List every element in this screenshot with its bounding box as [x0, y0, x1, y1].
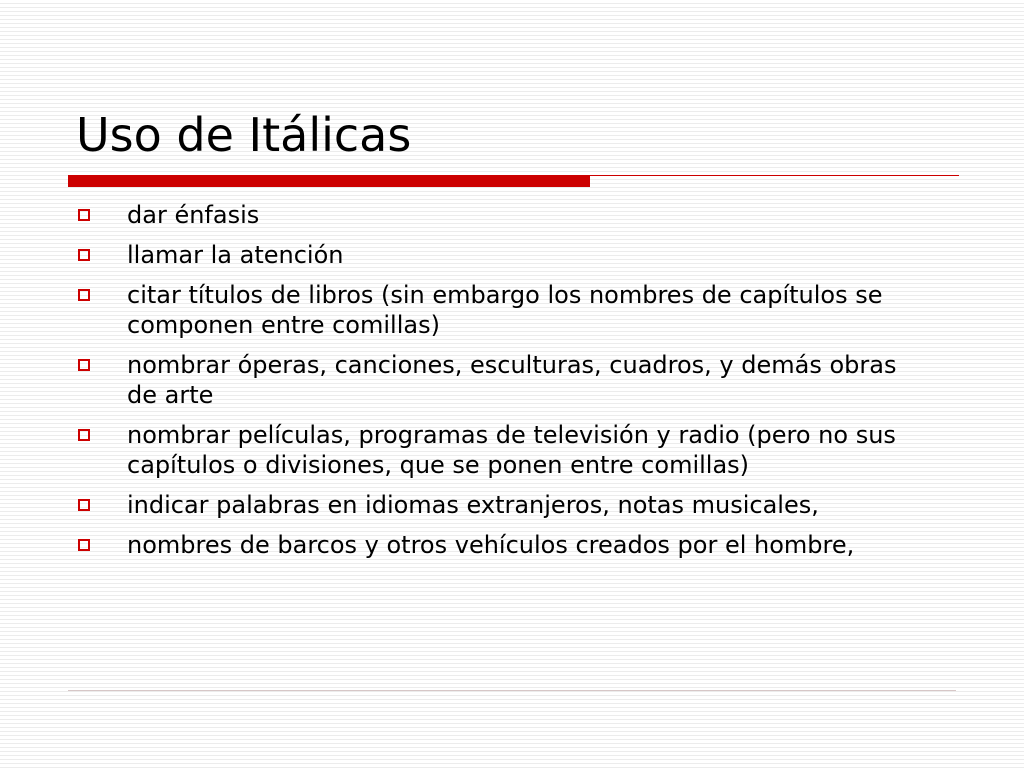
bullet-text: indicar palabras en idiomas extranjeros, notas musicales, — [127, 491, 819, 519]
bullet-item — [0, 240, 927, 270]
bullet-item — [0, 490, 927, 520]
bullet-text: nombres de barcos y otros vehículos creados por el hombre, — [127, 531, 855, 559]
bullet-text: nombrar películas, programas de televisión y radio (pero no sus capítulos o divisiones, que se ponen entre comillas) — [127, 421, 896, 479]
bullet-list — [0, 200, 1024, 570]
slide-title: Uso de Itálicas — [76, 108, 412, 162]
bottom-divider — [68, 690, 956, 691]
bullet-item — [0, 280, 927, 340]
square-bullet-icon — [78, 249, 90, 261]
square-bullet-icon — [78, 209, 90, 221]
square-bullet-icon — [78, 289, 90, 301]
bullet-item — [0, 200, 927, 230]
title-underline-thick — [68, 175, 590, 187]
square-bullet-icon — [78, 359, 90, 371]
square-bullet-icon — [78, 539, 90, 551]
bullet-text: citar títulos de libros (sin embargo los nombres de capítulos se componen entre comillas) — [127, 281, 883, 339]
bullet-item — [0, 420, 927, 480]
square-bullet-icon — [78, 499, 90, 511]
bullet-text: dar énfasis — [127, 201, 260, 229]
square-bullet-icon — [78, 429, 90, 441]
bullet-item — [0, 350, 927, 410]
bullet-item — [0, 530, 927, 560]
title-underline-thin — [590, 175, 959, 176]
bullet-text: llamar la atención — [127, 241, 344, 269]
bullet-text: nombrar óperas, canciones, esculturas, cuadros, y demás obras de arte — [127, 351, 897, 409]
